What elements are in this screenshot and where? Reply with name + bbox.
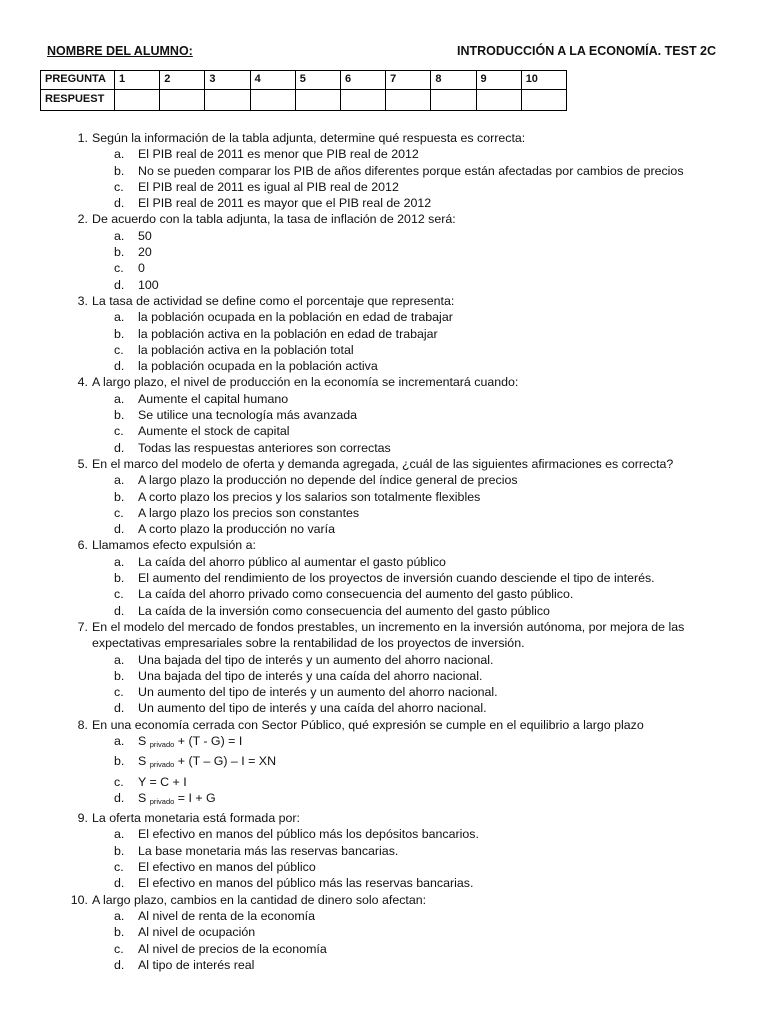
option-text: La caída de la inversión como consecuencia del aumento del gasto público	[138, 603, 550, 618]
question-number-cell: 4	[250, 71, 295, 90]
answer-option	[114, 489, 750, 505]
answer-cell[interactable]	[205, 90, 250, 111]
option-letter: b.	[114, 489, 125, 504]
option-letter: a.	[114, 827, 125, 842]
answer-option	[114, 554, 750, 570]
question-item	[70, 892, 750, 973]
option-letter: c.	[114, 261, 124, 276]
option-text: Una bajada del tipo de interés y un aumento del ahorro nacional.	[138, 652, 494, 667]
option-letter: a.	[114, 228, 125, 243]
answer-option	[114, 684, 750, 700]
answer-option	[114, 668, 750, 684]
option-letter: b.	[114, 925, 125, 940]
option-letter: c.	[114, 179, 124, 194]
option-list	[114, 309, 750, 374]
answer-option	[114, 603, 750, 619]
answer-option	[114, 195, 750, 211]
answer-cell[interactable]	[431, 90, 476, 111]
answer-option	[114, 700, 750, 716]
question-number-cell: 1	[115, 71, 160, 90]
question-item	[70, 619, 750, 717]
option-text: A largo plazo los precios son constantes	[138, 505, 360, 520]
answer-option	[114, 326, 750, 342]
option-text	[138, 754, 276, 768]
answer-option	[114, 163, 750, 179]
question-text: La tasa de actividad se define como el porcentaje que representa:	[92, 293, 455, 308]
question-text: A largo plazo, cambios en la cantidad de dinero solo afectan:	[92, 892, 427, 907]
answer-cell[interactable]	[295, 90, 340, 111]
answer-cell[interactable]	[250, 90, 295, 111]
option-text-prefix: S	[138, 733, 150, 748]
answer-option	[114, 570, 750, 586]
option-text: Aumente el capital humano	[138, 391, 289, 406]
option-text: Todas las respuestas anteriores son correctas	[138, 440, 391, 455]
answer-option	[114, 309, 750, 325]
answer-option	[114, 228, 750, 244]
question-number: 5.	[77, 456, 88, 471]
option-letter: b.	[114, 163, 125, 178]
answer-cell[interactable]	[386, 90, 431, 111]
option-text: Una bajada del tipo de interés y una caída del ahorro nacional.	[138, 668, 483, 683]
question-text: En el modelo del mercado de fondos prestables, un incremento en la inversión autónoma, por mejora de las expectativas empresariales sobre la rentabilidad de los proyectos de inversión.	[92, 619, 685, 651]
option-text: Al nivel de precios de la economía	[138, 941, 327, 956]
answer-option	[114, 652, 750, 668]
option-text: Y = C + I	[138, 774, 187, 789]
option-letter: d.	[114, 957, 125, 972]
option-text: El PIB real de 2011 es menor que PIB real de 2012	[138, 147, 419, 162]
answer-option	[114, 908, 750, 924]
question-number: 6.	[77, 538, 88, 553]
option-letter: c.	[114, 685, 124, 700]
question-number: 4.	[77, 375, 88, 390]
answer-option	[114, 505, 750, 521]
option-letter: b.	[114, 843, 125, 858]
option-text: La caída del ahorro privado como consecuencia del aumento del gasto público.	[138, 587, 574, 602]
option-letter: d.	[114, 440, 125, 455]
option-letter: b.	[114, 245, 125, 260]
answer-cell[interactable]	[340, 90, 385, 111]
option-letter: c.	[114, 505, 124, 520]
question-item	[70, 374, 750, 455]
answer-option	[114, 277, 750, 293]
option-subscript: privado	[149, 796, 175, 806]
option-text: El PIB real de 2011 es mayor que el PIB real de 2012	[138, 196, 432, 211]
option-letter: a.	[114, 391, 125, 406]
question-text: En una economía cerrada con Sector Público, qué expresión se cumple en el equilibrio a largo plazo	[92, 717, 644, 732]
option-text: Se utilice una tecnología más avanzada	[138, 408, 358, 423]
option-letter: d.	[114, 359, 125, 374]
option-text: El PIB real de 2011 es igual al PIB real de 2012	[138, 179, 399, 194]
question-text: De acuerdo con la tabla adjunta, la tasa de inflación de 2012 será:	[92, 212, 456, 227]
question-number-cell: 10	[521, 71, 566, 90]
option-letter: c.	[114, 860, 124, 875]
question-item	[70, 810, 750, 891]
question-number: 7.	[77, 619, 88, 634]
option-text	[138, 734, 242, 748]
option-letter: b.	[114, 668, 125, 683]
option-letter: a.	[114, 310, 125, 325]
question-list	[70, 130, 750, 973]
option-letter: c.	[114, 774, 124, 789]
answer-option	[114, 875, 750, 891]
answer-option	[114, 753, 750, 773]
answer-cell[interactable]	[521, 90, 566, 111]
answer-option	[114, 790, 750, 810]
question-text: Según la información de la tabla adjunta, determine qué respuesta es correcta:	[92, 131, 526, 145]
option-text: 20	[138, 245, 152, 260]
option-letter: d.	[114, 277, 125, 292]
option-text: 100	[138, 277, 159, 292]
option-text: 50	[138, 228, 152, 243]
option-text-prefix: S	[138, 754, 150, 769]
question-number: 2.	[77, 212, 88, 227]
question-number: 1.	[77, 131, 88, 145]
question-number: 8.	[77, 717, 88, 732]
answer-option	[114, 440, 750, 456]
answer-cell[interactable]	[115, 90, 160, 111]
option-letter: c.	[114, 587, 124, 602]
option-letter: d.	[114, 701, 125, 716]
answer-table	[40, 70, 567, 111]
option-letter: b.	[114, 408, 125, 423]
option-text: No se pueden comparar los PIB de años diferentes porque están afectadas por cambios de precios	[138, 163, 684, 178]
question-number-cell: 6	[340, 71, 385, 90]
option-list	[114, 652, 750, 717]
option-letter: a.	[114, 147, 125, 162]
question-number: 10.	[70, 892, 88, 907]
option-text: El aumento del rendimiento de los proyectos de inversión cuando desciende el tipo de interés.	[138, 571, 655, 586]
option-list	[114, 554, 750, 619]
option-text	[138, 791, 216, 805]
answer-option	[114, 423, 750, 439]
question-number-cell: 2	[160, 71, 205, 90]
question-item	[70, 293, 750, 374]
question-item	[70, 456, 750, 537]
option-text: Al tipo de interés real	[138, 957, 255, 972]
question-item	[70, 717, 750, 810]
option-letter: a.	[114, 652, 125, 667]
answer-option	[114, 859, 750, 875]
option-text: El efectivo en manos del público más las reservas bancarias.	[138, 876, 474, 891]
answer-option	[114, 146, 750, 162]
question-item	[70, 130, 750, 211]
option-text: 0	[138, 261, 145, 276]
question-text: A largo plazo, el nivel de producción en la economía se incrementará cuando:	[92, 375, 519, 390]
option-text-prefix: S	[138, 790, 150, 805]
option-letter: a.	[114, 908, 125, 923]
answer-option	[114, 391, 750, 407]
question-number-cell: 3	[205, 71, 250, 90]
option-list	[114, 733, 750, 810]
answer-option	[114, 586, 750, 602]
answer-table-question-label: PREGUNTA	[41, 71, 115, 90]
option-text-suffix: + (T – G) – I = XN	[174, 754, 277, 769]
answer-option	[114, 957, 750, 973]
test-title: INTRODUCCIÓN A LA ECONOMÍA. TEST 2C	[457, 44, 717, 58]
option-text: A corto plazo la producción no varía	[138, 522, 335, 537]
option-letter: d.	[114, 876, 125, 891]
option-text: la población ocupada en la población activa	[138, 359, 378, 374]
option-letter: d.	[114, 790, 125, 805]
option-list	[114, 826, 750, 891]
option-text: Al nivel de ocupación	[138, 925, 256, 940]
answer-option	[114, 358, 750, 374]
question-number: 9.	[77, 811, 88, 826]
option-text: El efectivo en manos del público	[138, 860, 316, 875]
option-text: Un aumento del tipo de interés y una caída del ahorro nacional.	[138, 701, 487, 716]
option-letter: b.	[114, 326, 125, 341]
option-letter: d.	[114, 603, 125, 618]
option-letter: d.	[114, 196, 125, 211]
answer-option	[114, 826, 750, 842]
option-letter: c.	[114, 424, 124, 439]
answer-option	[114, 179, 750, 195]
option-list	[114, 146, 750, 211]
question-item	[70, 537, 750, 618]
option-text: Aumente el stock de capital	[138, 424, 290, 439]
answer-option	[114, 521, 750, 537]
option-letter: a.	[114, 733, 125, 748]
answer-option	[114, 407, 750, 423]
option-letter: b.	[114, 754, 125, 769]
question-number-cell: 5	[295, 71, 340, 90]
question-number: 3.	[77, 293, 88, 308]
option-list	[114, 472, 750, 537]
student-name-label: NOMBRE DEL ALUMNO:	[47, 44, 193, 58]
option-text: la población activa en la población en edad de trabajar	[138, 326, 438, 341]
option-text: Un aumento del tipo de interés y un aumento del ahorro nacional.	[138, 685, 498, 700]
option-letter: d.	[114, 522, 125, 537]
question-number-cell: 7	[386, 71, 431, 90]
option-subscript: privado	[149, 739, 175, 749]
answer-option	[114, 924, 750, 940]
option-text: A largo plazo la producción no depende del índice general de precios	[138, 473, 518, 488]
answer-table-answer-row	[41, 90, 567, 111]
option-text: La base monetaria más las reservas bancarias.	[138, 843, 399, 858]
answer-option	[114, 774, 750, 790]
option-text: la población activa en la población total	[138, 342, 354, 357]
option-letter: a.	[114, 473, 125, 488]
option-text: la población ocupada en la población en edad de trabajar	[138, 310, 453, 325]
option-text-suffix: + (T - G) = I	[174, 733, 243, 748]
option-text: El efectivo en manos del público más los depósitos bancarios.	[138, 827, 479, 842]
option-letter: c.	[114, 941, 124, 956]
question-text: La oferta monetaria está formada por:	[92, 811, 301, 826]
answer-option	[114, 342, 750, 358]
answer-cell[interactable]	[160, 90, 205, 111]
answer-table-answer-label: RESPUEST	[41, 90, 115, 111]
answer-table-question-row	[41, 71, 567, 90]
option-text-suffix: = I + G	[174, 790, 216, 805]
option-subscript: privado	[149, 760, 175, 770]
answer-option	[114, 260, 750, 276]
option-letter: a.	[114, 554, 125, 569]
option-list	[114, 391, 750, 456]
question-text: Llamamos efecto expulsión a:	[92, 538, 256, 553]
answer-option	[114, 941, 750, 957]
question-item	[70, 211, 750, 292]
option-text: La caída del ahorro público al aumentar el gasto público	[138, 554, 446, 569]
question-number-cell: 8	[431, 71, 476, 90]
option-list	[114, 908, 750, 973]
option-list	[114, 228, 750, 293]
answer-option	[114, 244, 750, 260]
question-text: En el marco del modelo de oferta y demanda agregada, ¿cuál de las siguientes afirmaciones es correcta?	[92, 456, 674, 471]
answer-option	[114, 733, 750, 753]
question-number-cell: 9	[476, 71, 521, 90]
option-text: A corto plazo los precios y los salarios son totalmente flexibles	[138, 489, 481, 504]
option-letter: c.	[114, 342, 124, 357]
answer-option	[114, 472, 750, 488]
answer-option	[114, 843, 750, 859]
option-text: Al nivel de renta de la economía	[138, 908, 316, 923]
option-letter: b.	[114, 571, 125, 586]
answer-cell[interactable]	[476, 90, 521, 111]
